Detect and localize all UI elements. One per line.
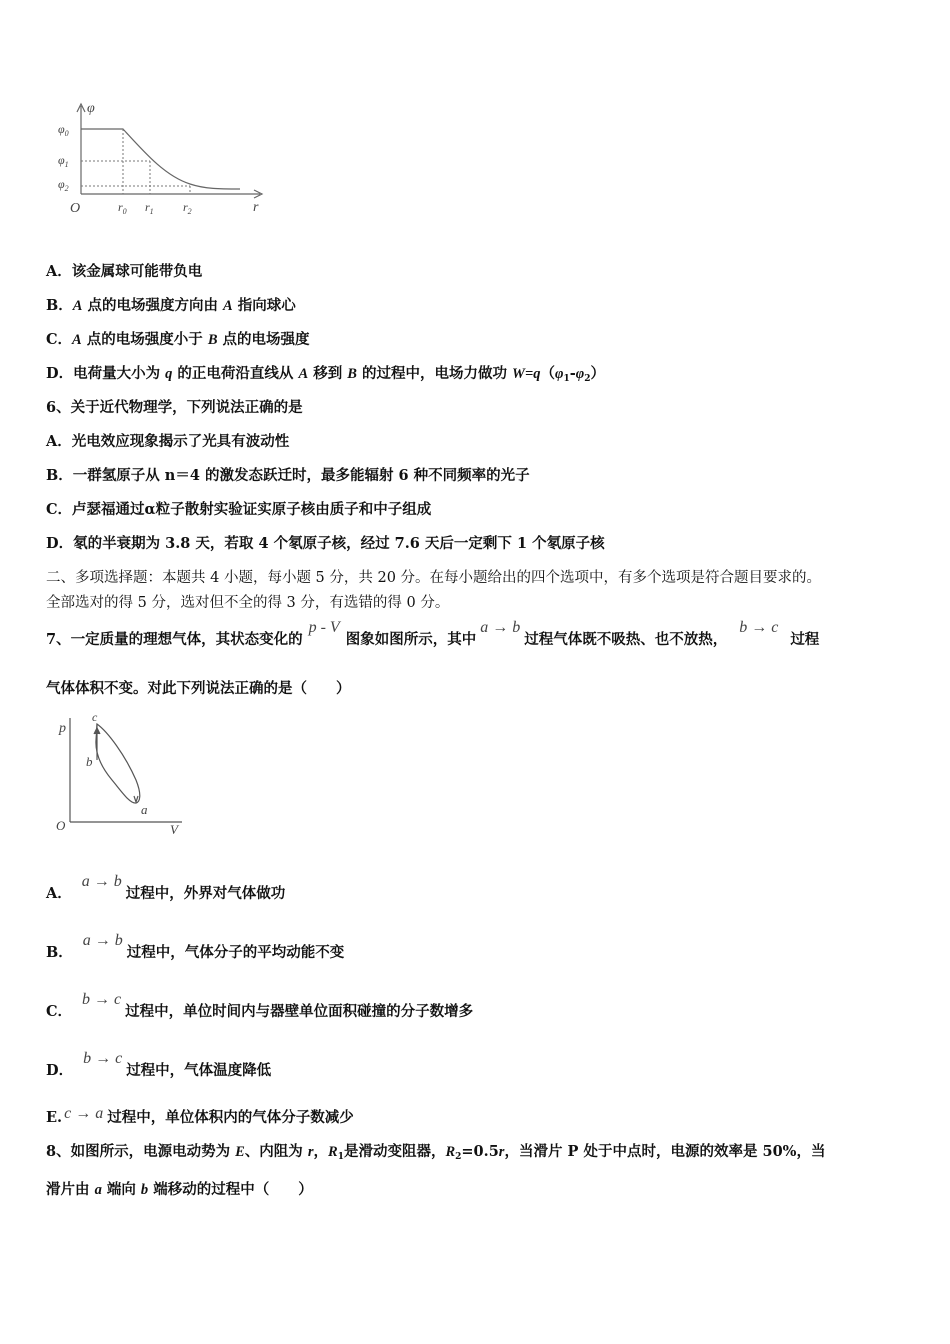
r0-label: $r_0$: [118, 200, 127, 216]
pv-graph: [50, 710, 200, 840]
point-a-label: a: [141, 802, 148, 817]
q7-stem-line1: 7、一定质量的理想气体，其状态变化的p - V图象如图所示，其中a → b过程气体既不吸热、也不放热，b → c过程: [46, 619, 820, 648]
q7-option-e: E. c → a 过程中，单位体积内的气体分子数减少: [46, 1105, 354, 1126]
phi2-label: $\varphi_2$: [58, 177, 69, 193]
point-b-label: b: [86, 754, 93, 769]
q5-option-b: B．A 点的电场强度方向由 A 指向球心: [46, 297, 296, 314]
section2-line1: 二、多项选择题：本题共 4 小题，每小题 5 分，共 20 分。在每小题给出的四个选项中，有多个选项是符合题目要求的。: [46, 570, 822, 586]
q7-option-d: D．b → c过程中，气体温度降低: [46, 1050, 272, 1079]
q7-option-a: A．a → b过程中，外界对气体做功: [46, 873, 286, 902]
q5-option-a: A．该金属球可能带负电: [46, 263, 203, 280]
phi-curve: [81, 129, 240, 189]
q8-stem-line2: 滑片由 a 端向 b 端移动的过程中（ ）: [46, 1181, 313, 1198]
r-axis-label: r: [253, 200, 259, 215]
q7-option-b: B．a → b过程中，气体分子的平均动能不变: [46, 932, 345, 961]
r2-label: $r_2$: [183, 200, 192, 216]
q6-option-a: A．光电效应现象揭示了光具有波动性: [46, 433, 290, 450]
q8-stem-line1: 8、如图所示，电源电动势为 E、内阻为 r，$R_1$是滑动变阻器，$R_2=0.5r$，当滑片 P 处于中点时，电源的效率是 50%，当: [46, 1143, 826, 1162]
q6-option-d: D．氡的半衰期为 3.8 天，若取 4 个氡原子核，经过 7.6 天后一定剩下 1 个氡原子核: [46, 535, 605, 552]
q6-option-c: C．卢瑟福通过α粒子散射实验证实原子核由质子和中子组成: [46, 501, 432, 518]
phi0-label: $\varphi_0$: [58, 122, 69, 138]
q7-stem-line2: 气体体积不变。对此下列说法正确的是（ ）: [46, 680, 351, 697]
origin-label: O: [70, 201, 81, 216]
origin-label: O: [56, 818, 66, 833]
q5-option-c: C．A 点的电场强度小于 B 点的电场强度: [46, 331, 310, 348]
phi1-label: $\varphi_1$: [58, 153, 69, 169]
phi-r-graph: [50, 98, 270, 218]
section2-line2: 全部选对的得 5 分，选对但不全的得 3 分，有选错的得 0 分。: [46, 595, 450, 611]
q6-option-b: B．一群氢原子从 n＝4 的激发态跃迁时，最多能辐射 6 种不同频率的光子: [46, 467, 530, 484]
p-axis-label: p: [59, 721, 66, 736]
q6-stem: 6、关于近代物理学，下列说法正确的是: [46, 399, 303, 416]
cycle-curve: [96, 724, 140, 803]
q5-option-d: D．电荷量大小为 q 的正电荷沿直线从 A 移到 B 的过程中，电场力做功 $W=q(\varphi_1-\varphi_2)$: [46, 365, 605, 384]
r1-label: $r_1$: [145, 200, 154, 216]
point-c-label: c: [92, 710, 98, 724]
phi-axis-label: φ: [87, 101, 95, 116]
q7-option-c: C．b → c过程中，单位时间内与器壁单位面积碰撞的分子数增多: [46, 991, 474, 1020]
v-axis-label: V: [170, 822, 178, 837]
